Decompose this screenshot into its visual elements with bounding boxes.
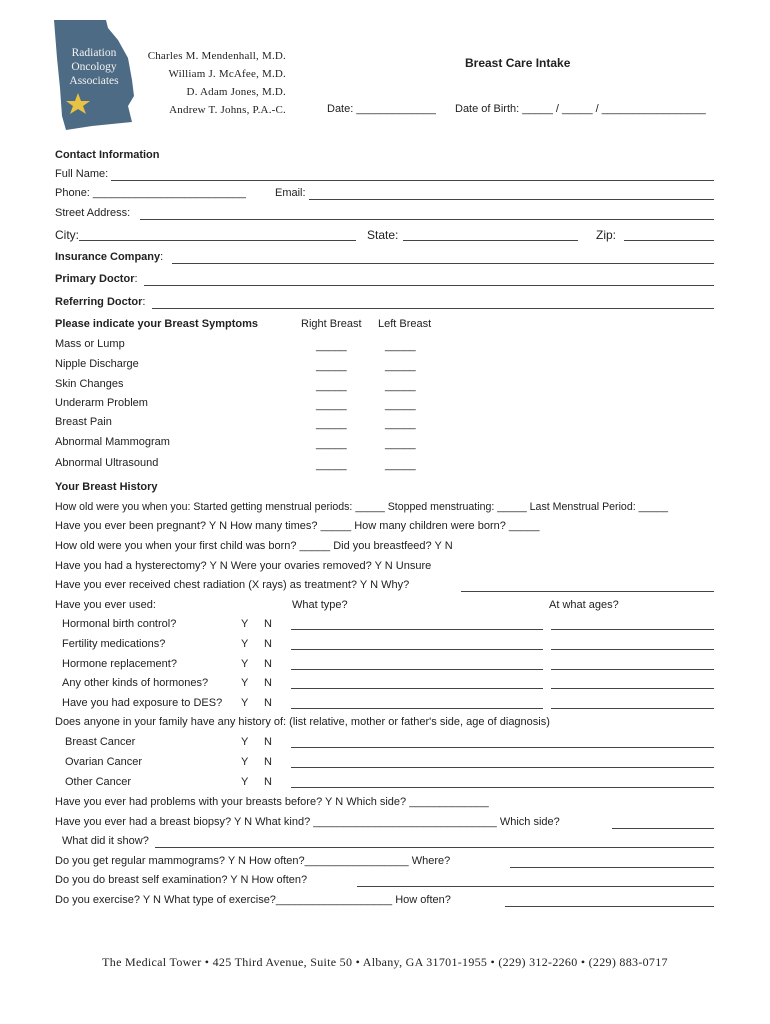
biopsy-result-field[interactable] <box>155 847 714 848</box>
referring-doctor-label: Referring Doctor <box>55 296 143 308</box>
family-item: Ovarian Cancer <box>65 756 143 768</box>
ages-field[interactable] <box>551 649 714 650</box>
yes-option[interactable]: Y <box>241 776 249 788</box>
full-name-field[interactable] <box>111 180 714 181</box>
symptom-label: Abnormal Ultrasound <box>55 457 159 469</box>
no-option[interactable]: N <box>264 697 272 709</box>
footer-address: The Medical Tower • 425 Third Avenue, Suite 50 • Albany, GA 31701-1955 • (229) 312-2260 • (229) 883-0717 <box>102 955 668 969</box>
doctor-name: William J. McAfee, M.D. <box>168 68 286 80</box>
left-breast-header: Left Breast <box>378 318 432 330</box>
no-option[interactable]: N <box>264 638 272 650</box>
form-title: Breast Care Intake <box>465 56 571 70</box>
insurance-label: Insurance Company <box>55 251 161 263</box>
street-label: Street Address: <box>55 207 131 219</box>
mammogram-where-field[interactable] <box>510 867 714 868</box>
used-item: Fertility medications? <box>62 638 166 650</box>
family-detail-field[interactable] <box>291 767 714 768</box>
hysterectomy-question[interactable]: Have you had a hysterectomy? Y N Were your ovaries removed? Y N Unsure <box>55 560 432 572</box>
exercise-frequency-field[interactable] <box>505 906 714 907</box>
symptom-label: Underarm Problem <box>55 397 148 409</box>
yes-option[interactable]: Y <box>241 638 249 650</box>
ages-field[interactable] <box>551 708 714 709</box>
symptoms-heading: Please indicate your Breast Symptoms <box>55 318 258 330</box>
zip-label: Zip: <box>596 228 617 242</box>
used-label: Have you ever used: <box>55 599 156 611</box>
left-breast-blank[interactable]: _____ <box>385 438 416 450</box>
right-breast-blank[interactable]: _____ <box>316 360 347 372</box>
yes-option[interactable]: Y <box>241 697 249 709</box>
yes-option[interactable]: Y <box>241 736 249 748</box>
family-detail-field[interactable] <box>291 787 714 788</box>
doctor-name: D. Adam Jones, M.D. <box>186 86 286 98</box>
left-breast-blank[interactable]: _____ <box>385 360 416 372</box>
menstrual-question[interactable]: How old were you when you: Started getting menstrual periods: _____ Stopped menstruating: _____ Last Menstrual Period: _____ <box>55 501 669 513</box>
yes-option[interactable]: Y <box>241 756 249 768</box>
biopsy-question[interactable]: Have you ever had a breast biopsy? Y N What kind? ______________________________ Which side? <box>55 816 560 828</box>
left-breast-blank[interactable]: _____ <box>385 380 416 392</box>
practice-logo <box>52 18 136 132</box>
city-label: City: <box>55 228 79 242</box>
yes-option[interactable]: Y <box>241 658 249 670</box>
no-option[interactable]: N <box>264 756 272 768</box>
used-item: Hormone replacement? <box>62 658 177 670</box>
symptom-label: Skin Changes <box>55 378 124 390</box>
doctor-name: Andrew T. Johns, P.A.-C. <box>169 104 286 116</box>
insurance-field[interactable] <box>172 263 714 264</box>
yes-option[interactable]: Y <box>241 677 249 689</box>
pregnancy-question[interactable]: Have you ever been pregnant? Y N How many times? _____ How many children were born? _____ <box>55 520 540 532</box>
yes-option[interactable]: Y <box>241 618 249 630</box>
family-detail-field[interactable] <box>291 747 714 748</box>
no-option[interactable]: N <box>264 677 272 689</box>
at-what-ages-header: At what ages? <box>549 599 619 611</box>
what-type-field[interactable] <box>291 629 543 630</box>
no-option[interactable]: N <box>264 658 272 670</box>
family-item: Other Cancer <box>65 776 132 788</box>
family-item: Breast Cancer <box>65 736 136 748</box>
used-item: Have you had exposure to DES? <box>62 697 223 709</box>
radiation-question[interactable]: Have you ever received chest radiation (X rays) as treatment? Y N Why? <box>55 579 410 591</box>
left-breast-blank[interactable]: _____ <box>385 418 416 430</box>
doctor-name: Charles M. Mendenhall, M.D. <box>147 50 286 62</box>
left-breast-blank[interactable]: _____ <box>385 399 416 411</box>
no-option[interactable]: N <box>264 618 272 630</box>
phone-field[interactable]: Phone: _________________________ <box>55 187 246 199</box>
symptom-label: Nipple Discharge <box>55 358 139 370</box>
family-history-label: Does anyone in your family have any history of: (list relative, mother or father's side, age of diagnosis) <box>55 716 550 728</box>
symptom-label: Abnormal Mammogram <box>55 436 170 448</box>
right-breast-blank[interactable]: _____ <box>316 418 347 430</box>
what-type-field[interactable] <box>291 708 543 709</box>
used-item: Any other kinds of hormones? <box>62 677 209 689</box>
zip-field[interactable] <box>624 240 714 241</box>
logo-line-2: Oncology <box>71 61 117 73</box>
contact-heading: Contact Information <box>55 149 160 161</box>
biopsy-side-field[interactable] <box>612 828 714 829</box>
ages-field[interactable] <box>551 629 714 630</box>
symptom-label: Breast Pain <box>55 416 112 428</box>
self-exam-frequency-field[interactable] <box>357 886 714 887</box>
right-breast-blank[interactable]: _____ <box>316 399 347 411</box>
referring-doctor-field[interactable] <box>152 308 714 309</box>
full-name-label: Full Name: <box>55 168 109 180</box>
history-heading: Your Breast History <box>55 481 158 493</box>
ages-field[interactable] <box>551 688 714 689</box>
mammogram-question[interactable]: Do you get regular mammograms? Y N How often?_________________ Where? <box>55 855 451 867</box>
biopsy-result-label: What did it show? <box>62 835 149 847</box>
right-breast-header: Right Breast <box>301 318 362 330</box>
street-field[interactable] <box>140 219 714 220</box>
date-of-birth-field[interactable]: Date of Birth: _____ / _____ / _________________ <box>455 103 706 115</box>
radiation-why-field[interactable] <box>461 591 714 592</box>
problems-question[interactable]: Have you ever had problems with your breasts before? Y N Which side? _____________ <box>55 796 489 808</box>
what-type-field[interactable] <box>291 649 543 650</box>
email-field[interactable] <box>309 199 714 200</box>
used-item: Hormonal birth control? <box>62 618 177 630</box>
ages-field[interactable] <box>551 669 714 670</box>
email-label: Email: <box>275 187 306 199</box>
first-child-question[interactable]: How old were you when your first child was born? _____ Did you breastfeed? Y N <box>55 540 453 552</box>
state-field[interactable] <box>403 240 578 241</box>
exercise-question[interactable]: Do you exercise? Y N What type of exercise?___________________ How often? <box>55 894 451 906</box>
symptom-label: Mass or Lump <box>55 338 125 350</box>
self-exam-question[interactable]: Do you do breast self examination? Y N How often? <box>55 874 308 886</box>
right-breast-blank[interactable]: _____ <box>316 438 347 450</box>
logo-line-1: Radiation <box>71 47 117 59</box>
primary-doctor-field[interactable] <box>144 285 714 286</box>
date-field[interactable]: Date: _____________ <box>327 103 436 115</box>
right-breast-blank[interactable]: _____ <box>316 380 347 392</box>
what-type-field[interactable] <box>291 688 543 689</box>
what-type-header: What type? <box>292 599 348 611</box>
state-label: State: <box>367 228 399 242</box>
logo-line-3: Associates <box>69 75 119 87</box>
city-field[interactable] <box>79 240 356 241</box>
right-breast-blank[interactable]: _____ <box>316 459 347 471</box>
primary-doctor-label: Primary Doctor <box>55 273 135 285</box>
left-breast-blank[interactable]: _____ <box>385 340 416 352</box>
right-breast-blank[interactable]: _____ <box>316 340 347 352</box>
left-breast-blank[interactable]: _____ <box>385 459 416 471</box>
no-option[interactable]: N <box>264 736 272 748</box>
what-type-field[interactable] <box>291 669 543 670</box>
no-option[interactable]: N <box>264 776 272 788</box>
